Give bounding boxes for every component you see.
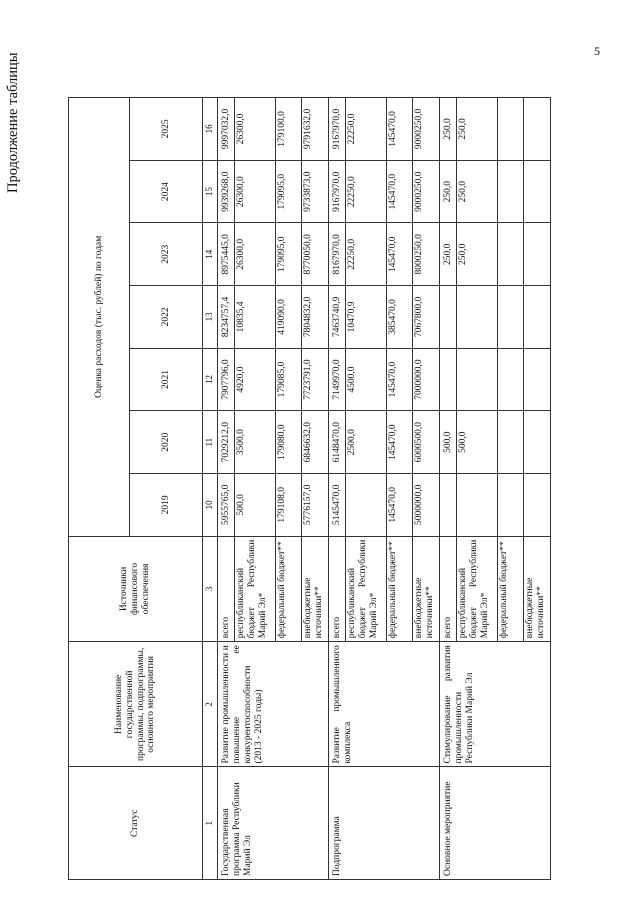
value-cell: 8000250,0 [413,223,440,286]
value-cell [498,98,524,161]
header-year: 2019 [130,474,203,537]
value-cell: 9167970,0 [329,160,346,223]
value-cell: 250,0 [457,160,498,223]
header-year: 2025 [130,98,203,161]
value-cell: 10835,4 [235,286,276,349]
source-cell: федеральный бюджет** [276,536,302,642]
value-cell: 6148470,0 [329,411,346,474]
source-cell: всего [440,536,457,642]
source-cell: внебюджетные источники** [524,536,551,642]
value-cell: 8234757,4 [218,286,235,349]
value-cell [524,223,551,286]
value-cell: 500,0 [235,474,276,537]
value-cell [524,411,551,474]
value-cell: 7029212,0 [218,411,235,474]
value-cell [498,411,524,474]
column-index-row [203,98,218,880]
value-cell [524,160,551,223]
header-year: 2023 [130,223,203,286]
value-cell: 250,0 [457,98,498,161]
value-cell: 145470,0 [387,160,413,223]
value-cell: 9791632,0 [302,98,329,161]
value-cell: 145470,0 [387,98,413,161]
header-source: Источники финансового обеспечения [69,536,203,642]
value-cell: 7149970,0 [329,348,346,411]
value-cell: 8167970,0 [329,223,346,286]
value-cell [498,474,524,537]
value-cell [457,474,498,537]
value-cell [440,474,457,537]
value-cell: 7804832,0 [302,286,329,349]
column-index: 15 [203,160,218,223]
header-year: 2020 [130,411,203,474]
value-cell: 5776157,0 [302,474,329,537]
name-cell: Стимулирование развития промышленности Республики Марий Эл [440,642,551,767]
value-cell: 179085,0 [276,348,302,411]
value-cell: 145470,0 [387,348,413,411]
value-cell [498,223,524,286]
value-cell [498,160,524,223]
value-cell: 500,0 [440,411,457,474]
name-cell: Развитие промышленности и повышение ее конкурентоспособности (2013 - 2025 годы) [218,642,329,767]
value-cell: 145470,0 [387,474,413,537]
value-cell: 7067800,0 [413,286,440,349]
status-cell: Подпрограмма [329,767,440,880]
value-cell [524,98,551,161]
value-cell: 3500,0 [235,411,276,474]
status-cell: Основное мероприятие [440,767,551,880]
header-row [69,98,130,880]
value-cell [524,474,551,537]
header-status: Статус [69,767,203,880]
name-cell: Развитие промышленного комплекса [329,642,440,767]
value-cell: 22250,0 [346,160,387,223]
value-cell: 2500,0 [346,411,387,474]
value-cell: 9733873,0 [302,160,329,223]
value-cell: 22250,0 [346,98,387,161]
column-index: 16 [203,98,218,161]
column-index: 13 [203,286,218,349]
value-cell [346,474,387,537]
value-cell: 5000000,0 [413,474,440,537]
value-cell: 8770050,0 [302,223,329,286]
column-index: 10 [203,474,218,537]
source-cell: республиканский бюджет Республики Марий Эл* [346,536,387,642]
value-cell: 9000250,0 [413,160,440,223]
value-cell: 179108,0 [276,474,302,537]
status-cell: Государственная программа Республики Марий Эл [218,767,329,880]
value-cell: 22250,0 [346,223,387,286]
source-cell: внебюджетные источники** [302,536,329,642]
value-cell [457,348,498,411]
value-cell [524,286,551,349]
value-cell: 6846632,0 [302,411,329,474]
column-index: 3 [203,536,218,642]
value-cell: 6000500,0 [413,411,440,474]
header-year: 2024 [130,160,203,223]
value-cell: 7907796,0 [218,348,235,411]
value-cell: 9997032,0 [218,98,235,161]
column-index: 2 [203,642,218,767]
value-cell: 4920,0 [235,348,276,411]
value-cell [498,348,524,411]
value-cell: 9167970,0 [329,98,346,161]
value-cell: 8975445,0 [218,223,235,286]
table-row [440,98,457,880]
header-year: 2022 [130,286,203,349]
value-cell: 7000000,0 [413,348,440,411]
source-cell: всего [218,536,235,642]
value-cell: 250,0 [440,223,457,286]
value-cell: 179095,0 [276,160,302,223]
value-cell [457,286,498,349]
value-cell: 179095,0 [276,223,302,286]
header-year: 2021 [130,348,203,411]
continuation-title: Продолжение таблицы [5,52,21,193]
value-cell: 10470,9 [346,286,387,349]
source-cell: республиканский бюджет Республики Марий Эл* [457,536,498,642]
table-row [218,98,235,880]
column-index: 14 [203,223,218,286]
value-cell: 385470,0 [387,286,413,349]
value-cell: 145470,0 [387,223,413,286]
value-cell: 7723791,0 [302,348,329,411]
expenditure-table [68,97,551,880]
value-cell [440,286,457,349]
table-row [329,98,346,880]
source-cell: внебюджетные источники** [413,536,440,642]
column-index: 11 [203,411,218,474]
source-cell: всего [329,536,346,642]
value-cell [498,286,524,349]
value-cell: 5955765,0 [218,474,235,537]
value-cell: 9939268,0 [218,160,235,223]
value-cell: 26300,0 [235,223,276,286]
value-cell [524,348,551,411]
value-cell: 250,0 [440,98,457,161]
value-cell: 5145470,0 [329,474,346,537]
value-cell: 179080,0 [276,411,302,474]
value-cell: 9000250,0 [413,98,440,161]
value-cell: 250,0 [440,160,457,223]
value-cell: 179100,0 [276,98,302,161]
value-cell [440,348,457,411]
source-cell: республиканский бюджет Республики Марий Эл* [235,536,276,642]
value-cell: 145470,0 [387,411,413,474]
value-cell: 250,0 [457,223,498,286]
page-number: 5 [594,44,600,58]
column-index: 1 [203,767,218,880]
value-cell: 26300,0 [235,98,276,161]
value-cell: 4500,0 [346,348,387,411]
column-index: 12 [203,348,218,411]
value-cell: 26300,0 [235,160,276,223]
header-name: Наименование государственной программы, подпрограммы, основного мероприятия [69,642,203,767]
value-cell: 7463740,9 [329,286,346,349]
source-cell: федеральный бюджет** [387,536,413,642]
header-estimate: Оценка расходов (тыс. рублей) по годам [69,98,130,537]
source-cell: федеральный бюджет** [498,536,524,642]
value-cell: 419090,0 [276,286,302,349]
value-cell: 500,0 [457,411,498,474]
